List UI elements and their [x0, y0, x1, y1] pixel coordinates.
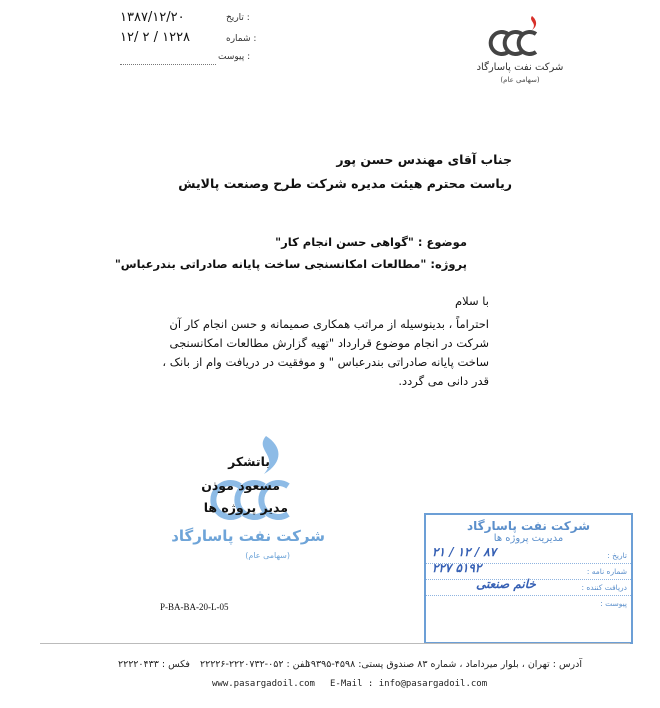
signer-title: مدیر پروژه ها [203, 500, 288, 515]
project-line: پروژه: "مطالعات امکانسنجی ساخت پایانه صادراتی بندرعباس" [114, 257, 467, 271]
footer-divider [40, 643, 630, 644]
stamp-title: شرکت نفت پاسارگاد [466, 519, 591, 533]
body-line: احتراماً ، بدینوسیله از مراتب همکاری صمیمانه و حسن انجام کار آن [169, 317, 489, 331]
footer-website: www.pasargadoil.com [212, 679, 315, 689]
stamp-receiver-row [426, 577, 631, 596]
logo-company-name: شرکت نفت پاسارگاد [476, 62, 564, 73]
number-label: شماره : [226, 34, 257, 44]
body-line: ساخت پایانه صادراتی بندرعباس " و موفقیت در دریافت وام از بانک ، [162, 355, 489, 369]
number-value: ۱۲/ ۲ / ۱۲۲۸ [120, 30, 191, 45]
stamp-date-label: تاریخ : [607, 551, 627, 560]
greeting: با سلام [455, 294, 489, 308]
footer-phone: تلفن : ۰۵۲-۲۲۲۰۷۳۲-۲۲۲۲۶ [200, 659, 311, 670]
document-code: P-BA-BA-20-L-05 [160, 602, 229, 612]
date-value: ۱۳۸۷/۱۲/۲۰ [120, 10, 185, 25]
stamp-receiver-label: دریافت کننده : [581, 583, 627, 592]
stamp-subtitle: مدیریت پروژه ها [493, 533, 564, 544]
stamp-number-label: شماره نامه : [586, 567, 627, 576]
signer-name: مسعود موذن [201, 478, 280, 493]
company-logo [470, 14, 570, 90]
attachment-line [120, 64, 216, 65]
logo-mark-icon [488, 14, 552, 60]
logo-company-sub: (سهامی عام) [500, 76, 540, 84]
footer-address: آدرس : تهران ، بلوار میرداماد ، شماره ۸۳ صندوق پستی: ۴۵۹۸-۱۹۳۹۵ [305, 659, 582, 670]
body-paragraph [162, 315, 489, 391]
stamp-attachment-row [426, 596, 631, 611]
stamp-date-value: ۸۷ / ۱۲ / ۲۱ [432, 545, 497, 559]
date-label: تاریخ : [226, 13, 250, 23]
signature-closing: باتشکر [228, 454, 270, 469]
stamp-receiver-value: خانم صنعتی [476, 577, 536, 591]
footer-fax: فکس : ۲۲۲۲۰۴۳۳ [118, 659, 190, 670]
stamp-attachment-label: پیوست : [600, 599, 627, 608]
seal-company-name: شرکت نفت پاسارگاد [171, 527, 325, 545]
stamp-number-value: ۵۱۹۲ ۲۲۷ [432, 561, 482, 575]
recipient-title: ریاست محترم هیئت مدیره شرکت طرح وصنعت پالایش [178, 176, 512, 191]
subject-line: موضوع : "گواهی حسن انجام کار" [275, 235, 467, 249]
letter-meta [120, 8, 258, 62]
footer-email: E-Mail : info@pasargadoil.com [330, 679, 488, 689]
body-line: شرکت در انجام موضوع قرارداد "تهیه گزارش مطالعات امکانسنجی [169, 336, 489, 350]
attachment-label: پیوست : [218, 52, 251, 62]
seal-company-sub: (سهامی عام) [245, 551, 290, 560]
recipient-name: جناب آقای مهندس حسن پور [336, 152, 512, 167]
body-line: قدر دانی می گردد. [398, 374, 489, 388]
receipt-stamp [424, 513, 633, 644]
